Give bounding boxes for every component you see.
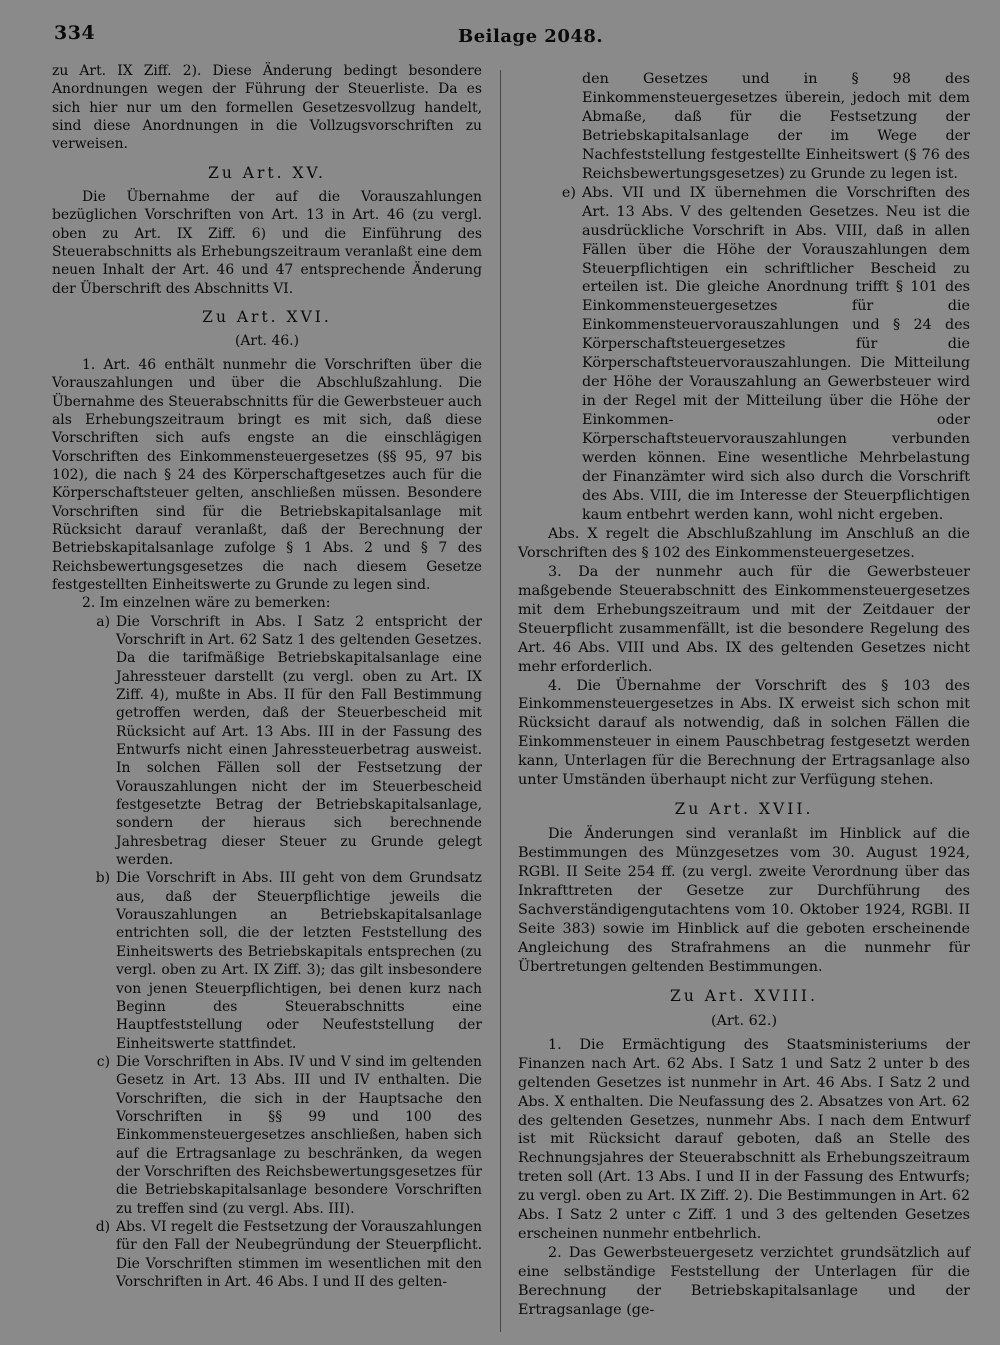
heading-art-xviii: Zu Art. XVIII.	[670, 986, 818, 1005]
list-label-b: b)	[95, 870, 110, 887]
paragraph-art-xvi-4: 4. Die Übernahme der Vorschrift des § 103 des Einkommensteuergesetzes in Abs. IX erweist sich schon mit Rücksicht darauf als notwendig, daß in solchen Fällen die Einkommensteuer in einem Pauschbetrag festgesetzt werden kann, Unterlagen für die Berechnung der Ertragsanlage also unter Umständen überhaupt nicht zur Verfügung stehen.	[518, 677, 970, 789]
list-item-a	[52, 613, 482, 870]
column-divider	[500, 70, 501, 1332]
running-title: Beilage 2048.	[458, 26, 604, 47]
heading-art-xvi: Zu Art. XVI.	[202, 308, 332, 327]
list-item-d	[52, 1218, 482, 1291]
list-label-d: d)	[95, 1218, 110, 1235]
list-label-e: e)	[561, 184, 576, 201]
list-text-c: Die Vorschriften in Abs. IV und V sind im geltenden Gesetz in Art. 13 Abs. III und IV enthalten. Die Vorschriften, die sich in der Hauptsache den Vorschriften in §§ 99 und 100 des Einkommensteuergesetzes anschließen, haben sich auf die Ertragsanlage zu beschränken, da wegen der Vorschriften des Reichsbewertungsgesetzes für die Betriebskapitalsanlage besondere Vorschriften zu treffen sind (zu vergl. Abs. III).	[116, 1053, 482, 1217]
paragraph-art-xviii-2: 2. Das Gewerbsteuergesetz verzichtet grundsätzlich auf eine selbständige Feststellung der Unterlagen für die Berechnung der Betriebskapitalsanlage und der Ertragsanlage (ge-	[518, 1245, 970, 1319]
left-column	[52, 62, 482, 1291]
paragraph-art-xv: Die Übernahme der auf die Vorauszahlungen bezüglichen Vorschriften von Art. 13 in Art. 46 (zu vergl. oben zu Art. IX Ziff. 6) und die Einführung des Steuerabschnitts als Erhebungszeitraum veranlaßt eine dem neuen Inhalt der Art. 46 und 47 entsprechende Änderung der Überschrift des Abschnitts VI.	[52, 189, 482, 297]
right-column	[518, 70, 970, 1320]
list-text-b: Die Vorschrift in Abs. III geht von dem Grundsatz aus, daß der Steuerpflichtige jeweils die Vorauszahlungen an Betriebskapitalsanlage entrichten soll, die der letzten Feststellung des Einheitswerts des Betriebskapitals entsprechen (zu vergl. oben zu Art. IX Ziff. 3); das gilt insbesondere von jenen Steuerpflichtigen, bei denen kurz nach Beginn des Steuerabschnitts eine Hauptfeststellung oder Neufeststellung der Einheitswerte stattfindet.	[116, 870, 482, 1052]
list-text-d: Abs. VI regelt die Festsetzung der Vorauszahlungen für den Fall der Neubegründung der Steuerpflicht. Die Vorschriften stimmen im wesentlichen mit den Vorschriften in Art. 46 Abs. I und II des gelten-	[116, 1218, 482, 1290]
paragraph-art-xvii: Die Änderungen sind veranlaßt im Hinblick auf die Bestimmungen des Münzgesetzes vom 30. August 1924, RGBl. II Seite 254 ff. (zu vergl. zweite Verordnung über das Inkrafttreten der Gesetze zur Durchführung des Sachverständigengutachtens vom 10. Oktober 1924, RGBl. II Seite 383) sowie im Hinblick auf die geboten erscheinende Angleichung des Strafrahmens an die nunmehr für Übertretungen geltenden Bestimmungen.	[518, 826, 970, 975]
paragraph-art-xvi-2: 2. Im einzelnen wäre zu bemerken:	[82, 595, 331, 612]
subheading-art-xviii: (Art. 62.)	[710, 1012, 778, 1029]
page-number: 334	[54, 22, 96, 44]
list-item-e	[518, 184, 970, 525]
list-item-b	[52, 869, 482, 1052]
paragraph-abs-x: Abs. X regelt die Abschlußzahlung im Anschluß an die Vorschriften des § 102 des Einkommensteuergesetzes.	[518, 525, 970, 561]
list-label-a: a)	[96, 613, 110, 630]
paragraph-art-xviii-1: 1. Die Ermächtigung des Staatsministeriums der Finanzen nach Art. 62 Abs. I Satz 1 und Satz 2 unter b des geltenden Gesetzes ist nunmehr in Art. 46 Abs. I Satz 2 und Abs. X enthalten. Die Neufassung des 2. Absatzes von Art. 62 des geltenden Gesetzes, nunmehr Abs. I nach dem Entwurf ist mit Rücksicht darauf geboten, daß an Stelle des Rechnungsjahres der Steuerabschnitt als Erhebungszeitraum treten soll (Art. 13 Abs. I und II in der Fassung des Entwurfs; zu vergl. oben zu Art. IX Ziff. 2). Die Bestimmungen in Art. 62 Abs. I Satz 2 unter c Ziff. 1 und 3 des geltenden Gesetzes erscheinen nunmehr entbehrlich.	[518, 1036, 970, 1243]
list-text-a: Die Vorschrift in Abs. I Satz 2 entspricht der Vorschrift in Art. 62 Satz 1 des geltenden Gesetzes. Da die tarifmäßige Betriebskapitalsanlage eine Jahressteuer darstellt (zu vergl. oben zu Art. IX Ziff. 4), mußte in Abs. II für den Fall Bestimmung getroffen werden, daß der Steuerbescheid mit Rücksicht auf Art. 13 Abs. III in der Fassung des Entwurfs nicht einen Jahressteuerbetrag ausweist. In solchen Fällen soll der Festsetzung der Vorauszahlungen nicht der im Steuerbescheid festgesetzte Betrag der Betriebskapitalsanlage, sondern der hieraus sich berechnende Jahresbetrag dieser Steuer zu Grunde gelegt werden.	[116, 613, 482, 869]
list-item-d-continued	[518, 70, 970, 184]
list-item-c	[52, 1053, 482, 1218]
paragraph-intro: zu Art. IX Ziff. 2). Diese Änderung bedingt besondere Anordnungen wegen der Führung der Steuerliste. Da es sich hier nur um den formellen Gesetzesvollzug handelt, sind diese Anordnungen in die Vollzugsvorschriften zu verweisen.	[52, 63, 482, 153]
list-label-spacer	[546, 70, 582, 184]
list-text-e: Abs. VII und IX übernehmen die Vorschriften des Art. 13 Abs. V des geltenden Gesetzes. Neu ist die ausdrückliche Vorschrift in Abs. VIII, daß in allen Fällen über die Höhe der Vorauszahlungen dem Steuerpflichtigen ein schriftlicher Bescheid zu erteilen ist. Die gleiche Anordnung trifft § 101 des Einkommensteuergesetzes für die Einkommensteuervorauszahlungen und § 24 des Körperschaftsteuergesetzes für die Körperschaftsteuervorauszahlungen. Die Mitteilung der Höhe der Vorauszahlung an Gewerbsteuer wird in der Regel mit der Mitteilung über die Höhe der Einkommen- oder Körperschaftsteuervorauszahlungen verbunden werden können. Eine wesentliche Mehrbelastung der Finanzämter wird sich also durch die Vorschrift des Abs. VIII, die im Interesse der Steuerpflichtigen kaum entbehrt werden kann, wohl nicht ergeben.	[582, 184, 970, 523]
subheading-art-xvi: (Art. 46.)	[234, 333, 299, 350]
heading-art-xv: Zu Art. XV.	[208, 163, 326, 182]
paragraph-art-xvi-1: 1. Art. 46 enthält nunmehr die Vorschriften über die Vorauszahlungen und über die Abschlußzahlung. Die Übernahme des Steuerabschnitts für die Gewerbsteuer auch als Erhebungszeitraum bringt es mit sich, daß diese Vorschriften sich aufs engste an die einschlägigen Vorschriften des Einkommensteuergesetzes (§§ 95, 97 bis 102), die nach § 24 des Körperschaftgesetzes auch für die Körperschaftsteuer gelten, anschließen müssen. Besondere Vorschriften sind für die Betriebskapitalsanlage mit Rücksicht darauf veranlaßt, daß der Berechnung der Betriebskapitalsanlage zufolge § 1 Abs. 2 und § 7 des Reichsbewertungsgesetzes die nach diesem Gesetze festgestellten Einheitswerte zu Grunde zu legen sind.	[52, 356, 482, 593]
list-text-d-continued: den Gesetzes und in § 98 des Einkommensteuergesetzes überein, jedoch mit dem Abmaße, daß für die Festsetzung der Betriebskapitalsanlage der im Wege der Nachfeststellung festgestellte Einheitswert (§ 76 des Reichsbewertungsgesetzes) zu Grunde zu legen ist.	[582, 71, 970, 182]
paragraph-art-xvi-3: 3. Da der nunmehr auch für die Gewerbsteuer maßgebende Steuerabschnitt des Einkommensteuergesetzes mit dem Erhebungszeitraum und mit der Zeitdauer der Steuerpflicht zusammenfällt, ist die besondere Regelung des Art. 46 Abs. VIII und Abs. IX des geltenden Gesetzes nicht mehr erforderlich.	[518, 563, 970, 675]
heading-art-xvii: Zu Art. XVII.	[674, 800, 814, 819]
list-label-c: c)	[96, 1053, 110, 1070]
